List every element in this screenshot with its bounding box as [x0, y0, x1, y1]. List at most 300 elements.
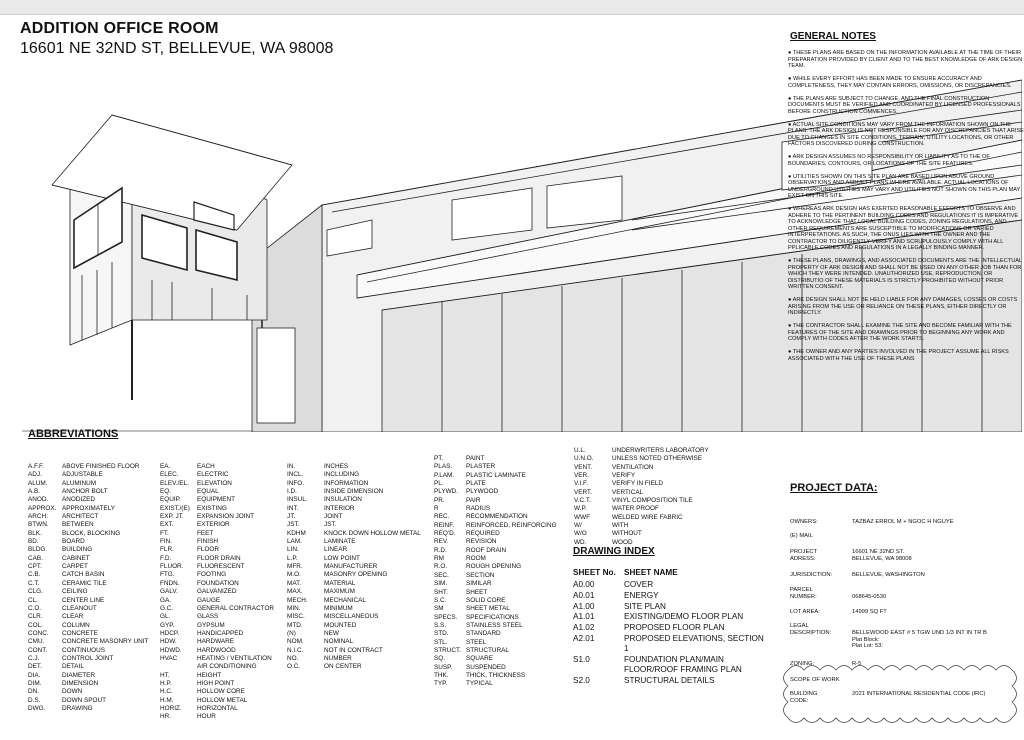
drawing-index-row [573, 623, 764, 633]
abbr-meaning: UNLESS NOTED OTHERWISE [612, 455, 703, 463]
abbr-key: CONT. [28, 646, 48, 654]
abbr-meaning: SHEET [466, 588, 488, 596]
abbr-row [434, 647, 557, 655]
abbr-key: HT. [160, 671, 170, 679]
abbreviations-title: ABBREVIATIONS [28, 428, 119, 440]
abbr-row [434, 664, 557, 672]
abbr-meaning: CERAMIC TILE [62, 579, 107, 587]
abbr-row [160, 597, 274, 605]
abbr-row [287, 513, 421, 521]
general-note-text: THESE PLANS, DRAWINGS, AND ASSOCIATED DOCUMENTS ARE THE INTELLECTUAL PROPERTY OF ARK DESIGN AND SHALL NOT BE USED ON ANY OTHER JOB THAN FOR WHICH THEY WERE INTENDED. UNAUTHORIZED USE, REPRODUCTION, OR DISTRIBUTIO OF THESE MATERIALS IS STRICTLY PROHIBITED WITHOUT PRIOR WRITTEN CONSENT. [788, 258, 1022, 290]
abbr-row [28, 688, 148, 696]
abbr-meaning: INSULATION [324, 496, 362, 504]
abbr-meaning: NEW [324, 629, 339, 637]
abbr-key: TYP. [434, 680, 448, 688]
abbr-key: HVAC [160, 654, 178, 662]
abbr-meaning: HEATING / VENTILATION [197, 654, 272, 662]
abbr-meaning: PLYWOOD [466, 488, 499, 496]
abbr-row [28, 597, 148, 605]
abbr-meaning: WITHOUT [612, 530, 642, 538]
general-note [788, 297, 1024, 317]
bullet-icon: ● [788, 50, 793, 56]
abbr-meaning: EXTERIOR [197, 521, 230, 529]
abbr-meaning: VENTILATION [612, 463, 654, 471]
abbr-meaning: HANDICAPPED [197, 629, 244, 637]
abbr-row [28, 571, 148, 579]
abbr-meaning: SIMILAR [466, 580, 492, 588]
abbr-key: SIM. [434, 580, 448, 588]
abbr-key: REINF. [434, 521, 455, 529]
abbr-key: ANOD. [28, 496, 49, 504]
scope-row [790, 677, 852, 684]
general-note [788, 258, 1024, 291]
drawing-index-title: DRAWING INDEX [573, 546, 655, 557]
project-title: ADDITION OFFICE ROOM [20, 20, 219, 37]
bullet-icon: ● [788, 95, 793, 102]
abbr-key: S.S. [434, 621, 447, 629]
legal-label-1: LEGAL [790, 623, 809, 629]
abbr-meaning: WATER PROOF [612, 505, 659, 513]
drawing-index-row [573, 655, 764, 676]
abbr-key: ADJ. [28, 471, 42, 479]
abbr-key: WWF [574, 513, 590, 521]
abbr-meaning: ABOVE FINISHED FLOOR [62, 463, 140, 470]
abbr-key: INSUL. [287, 496, 308, 504]
abbr-meaning: REINFORCED, REINFORCING [466, 521, 557, 529]
drawing-index-row [573, 612, 764, 622]
abbr-row [28, 605, 148, 613]
abbr-meaning: INSIDE DIMENSION [324, 488, 384, 496]
abbr-key: NOM. [287, 638, 304, 646]
abbr-key: STL. [434, 638, 448, 646]
abbr-key: EA. [160, 463, 171, 470]
abbr-meaning: MAXIMUM [324, 588, 355, 596]
abbr-key [160, 663, 197, 671]
abbr-row [574, 455, 709, 463]
abbr-row [160, 680, 274, 688]
general-note [788, 349, 1024, 362]
abbr-meaning: LAMINATE [324, 538, 356, 546]
abbr-key: W.P. [574, 505, 587, 513]
abbr-key: (N) [287, 629, 296, 637]
jurisdiction-row [790, 572, 925, 579]
abbr-key: C.T. [28, 579, 40, 587]
abbr-row [574, 505, 709, 513]
abbr-meaning: TYPICAL [466, 680, 493, 688]
abbr-key: SHT. [434, 588, 448, 596]
abbr-row [160, 647, 274, 655]
abbr-row [574, 447, 709, 455]
building-code-row [790, 691, 985, 705]
abbr-row [160, 546, 274, 554]
address-label-1: PROJECT [790, 549, 818, 555]
abbr-key: DN. [28, 688, 40, 696]
abbr-key: SEC. [434, 571, 449, 579]
bullet-icon: ● [788, 258, 793, 264]
abbr-key: VER. [574, 472, 589, 480]
parcel-row [790, 587, 886, 601]
abbr-meaning: VERIFY [612, 472, 636, 480]
general-note [788, 122, 1024, 148]
abbr-row [28, 663, 148, 671]
abbr-key: GALV. [160, 588, 178, 596]
abbr-row [160, 580, 274, 588]
abbr-row [434, 497, 557, 505]
abbr-key: MISC. [287, 613, 305, 621]
abbr-meaning: NUMBER [324, 654, 352, 662]
general-note-text: ARK DESIGN ASSUMES NO RESPONSIBILITY OR LIABILITY AS TO THE OF BOUNDARIES, CONTOURS, OR LOCATIONS OF THE SITE FEATURES. [788, 154, 990, 167]
abbr-row [434, 580, 557, 588]
abbr-meaning: ANCHOR BOLT [62, 488, 108, 496]
abbr-meaning: NOT IN CONTRACT [324, 646, 383, 654]
abbr-row [434, 538, 557, 546]
abbr-key: EQUIP. [160, 496, 181, 504]
abbr-key: CLR. [28, 613, 43, 621]
abbr-row [434, 463, 557, 471]
abbr-row [287, 597, 421, 605]
abbr-key: HDW. [160, 638, 177, 646]
abbr-row [160, 622, 274, 630]
abbr-key: H.P. [160, 679, 172, 687]
abbr-meaning: CONCRETE MASONRY UNIT [62, 638, 149, 646]
abbr-row [28, 630, 148, 638]
abbr-key: GA. [160, 596, 172, 604]
jurisdiction-label: JURISDICTION: [790, 572, 833, 578]
abbr-key: MFR. [287, 563, 303, 571]
owners-value: TAZBAZ ERROL M + NGOC H NGUYE [852, 519, 954, 525]
abbr-meaning: STRUCTURAL [466, 646, 509, 654]
abbr-row [434, 547, 557, 555]
abbr-key: PT. [434, 455, 444, 462]
abbr-row [287, 521, 421, 529]
abbr-meaning: SOLID CORE [466, 596, 506, 604]
general-note-text: THE PLANS ARE SUBJECT TO CHANGE, AND THE FINAL CONSTRUCTION DOCUMENTS MUST BE VERIFIED AND COORDINATED BY LICENSED PROFESSIONALS BEFORE CONSTRUCTION COMMENCES. [788, 95, 1021, 115]
abbr-meaning: RADIUS [466, 505, 491, 513]
address-line-2: BELLEVUE, WA 98008 [852, 555, 912, 562]
abbr-key: WD. [574, 538, 587, 546]
abbr-key: M.O. [287, 571, 301, 579]
abbr-key: FTG. [160, 571, 175, 579]
legal-label-2: DESCRIPTION: [790, 629, 832, 636]
abbr-key: GL. [160, 613, 171, 621]
abbr-row [574, 464, 709, 472]
abbr-row [287, 496, 421, 504]
abbr-key: REC. [434, 513, 450, 521]
abbr-meaning: DETAIL [62, 663, 84, 671]
abbr-row [160, 555, 274, 563]
abbr-key: LIN. [287, 546, 299, 554]
abbr-row [28, 680, 148, 688]
abbr-row [28, 521, 148, 529]
abbr-key: FT. [160, 529, 169, 537]
abbr-meaning: SECTION [466, 571, 495, 579]
abbr-row [28, 496, 148, 504]
abbr-key: ELEC. [160, 471, 179, 479]
abbr-row [574, 489, 709, 497]
abbr-meaning: ROUGH OPENING [466, 563, 522, 571]
abbr-row [28, 697, 148, 705]
general-note [788, 96, 1024, 116]
sheet-number: A1.02 [573, 623, 595, 633]
owners-label: OWNERS: [790, 519, 818, 525]
abbr-key: SM [434, 605, 444, 613]
abbr-meaning: FEET [197, 529, 214, 537]
general-notes-title: GENERAL NOTES [790, 31, 876, 42]
abbr-row [287, 605, 421, 613]
abbr-key: I.D. [287, 488, 297, 496]
abbr-meaning: HIGH POINT [197, 679, 235, 687]
abbr-row [434, 505, 557, 513]
abbr-meaning: MANUFACTURER [324, 563, 378, 571]
abbr-row [160, 588, 274, 596]
abbr-key: KDHM [287, 529, 306, 537]
abbr-row [574, 472, 709, 480]
sheet-number: A0.01 [573, 590, 595, 600]
abbr-meaning: STANDARD [466, 630, 501, 638]
abbr-key: HORIZ. [160, 704, 182, 712]
abbr-meaning: THICK, THICKNESS [466, 671, 526, 679]
abbr-meaning: ROOM [466, 555, 486, 563]
abbr-row [28, 588, 148, 596]
general-note-text: WHEREAS ARK DESIGN HAS EXERTED REASONABLE EFFORTS TO OBSERVE AND ADHERE TO THE PERTINENT BUILDING CODES AND REGULATIONS IT IS IMPERATIVE TO ACKNOWLEDGE THAT LOCAL BUILDING CODES, ZONING REGULATIONS, AND OTHER REQUIREMENTS ARE SUSCEPTIBLE TO MODIFICATIONS OR VARIED INTERPRETATIONS. AS SUCH, THE ONUS LIES WITH THE OWNER AND THE CONTRACTOR TO DILIGENTLY VERIFY AND SCRUPULOUSLY COMPLY WITH ALL PPLICABLE CODES AND REGULATIONS IN A LEGALLY BINDING MANNER. [788, 206, 1019, 251]
abbr-key: INT. [287, 504, 299, 512]
abbr-key: INCL. [287, 471, 304, 479]
abbr-meaning: GAUGE [197, 596, 221, 604]
abbr-key: SPECS. [434, 613, 458, 621]
abbr-key: EXT. [160, 521, 174, 529]
abbr-meaning: MASONRY OPENING [324, 571, 388, 579]
abbr-row [434, 622, 557, 630]
abbr-meaning: ADJUSTABLE [62, 471, 103, 479]
abbr-meaning: CLEANOUT [62, 604, 97, 612]
abbr-meaning: VINYL COMPOSITION TILE [612, 497, 693, 505]
abbr-key: VENT. [574, 463, 593, 471]
abbr-key: INFO. [287, 479, 305, 487]
abbr-meaning: GYPSUM [197, 621, 225, 629]
zoning-label: ZONING: [790, 661, 815, 667]
general-note-text: ACTUAL SITE CONDITIONS MAY VARY FROM THE INFORMATION SHOWN ON THE PLANS. THE ARK DESIGN IS NOT RESPONSIBLE FOR ANY DISCREPANCIES THAT ARISE DUE TO CHANGES IN SITE CONDITIONS, TERRAIN, UTILITY LOCATIONS, OR OTHER FACTORS DISCOVERED DURING CONSTRUCTION. [788, 121, 1024, 147]
abbr-row [287, 638, 421, 646]
abbr-meaning: COLUMN [62, 621, 90, 629]
abbr-column-3 [287, 463, 421, 672]
abbr-meaning: GENERAL CONTRACTOR [197, 604, 275, 612]
abbr-meaning: SUSPENDED [466, 663, 506, 671]
abbr-row [160, 563, 274, 571]
abbr-row [160, 488, 274, 496]
abbr-key: FNDN. [160, 579, 180, 587]
abbr-row [28, 538, 148, 546]
abbr-key: CMU. [28, 638, 45, 646]
abbr-meaning: CENTER LINE [62, 596, 105, 604]
drawing-index-list [573, 580, 764, 687]
abbr-row [287, 622, 421, 630]
abbr-key: IN. [287, 463, 296, 470]
abbr-meaning: WELDED WIRE FABRIC [612, 513, 683, 521]
abbr-row [160, 655, 274, 663]
bullet-icon: ● [788, 76, 793, 82]
abbr-row [287, 471, 421, 479]
sheet-name: SITE PLAN [624, 601, 666, 611]
abbr-key: THK. [434, 671, 449, 679]
abbr-meaning: SPECIFICATIONS [466, 613, 519, 621]
general-note-text: THE CONTRACTOR SHALL EXAMINE THE SITE AND BECOME FAMILIAR WITH THE FEATURES OF THE SITE AND DRAWINGS PRIOR TO BEGINNING ANY WORK AND COMPLY WITH CODES AFTER THE WORK STARTS. [788, 323, 1012, 342]
abbr-key: BTWN. [28, 521, 49, 529]
abbr-meaning: EQUIPMENT [197, 496, 235, 504]
general-note [788, 76, 1024, 89]
abbr-meaning: STEEL [466, 638, 487, 646]
abbr-key: MTD. [287, 621, 303, 629]
col-sheet-name: SHEET NAME [624, 568, 678, 577]
abbr-row [28, 705, 148, 713]
sheet-number: A1.01 [573, 612, 595, 622]
abbr-row [160, 688, 274, 696]
abbr-meaning: LOW POINT [324, 554, 360, 562]
abbr-meaning: BLOCK, BLOCKING [62, 529, 121, 537]
abbr-key: SUSP. [434, 663, 453, 671]
abbr-row [434, 480, 557, 488]
abbr-row [28, 563, 148, 571]
abbr-meaning: CATCH BASIN [62, 571, 105, 579]
abbr-meaning: UNDERWRITERS LABORATORY [612, 447, 709, 454]
general-notes-list [788, 50, 1024, 369]
abbr-row [160, 605, 274, 613]
abbr-row [287, 505, 421, 513]
abbr-key: FLR. [160, 546, 174, 554]
abbr-meaning: INTERIOR [324, 504, 355, 512]
abbr-key: PR. [434, 496, 445, 504]
email-label: (E) MAIL [790, 533, 813, 539]
abbr-row [28, 613, 148, 621]
sheet-name: STRUCTURAL DETAILS [624, 676, 715, 686]
abbr-key: HR. [160, 713, 172, 721]
abbr-meaning: ELEVATION [197, 479, 232, 487]
abbr-meaning: DOWN [62, 688, 83, 696]
abbr-row [434, 589, 557, 597]
abbr-row [434, 597, 557, 605]
abbr-key: G.C. [160, 604, 174, 612]
abbr-row [434, 455, 557, 463]
abbr-row [160, 538, 274, 546]
abbr-key: FIN. [160, 538, 173, 546]
abbr-row [160, 521, 274, 529]
abbr-row [287, 663, 421, 671]
abbr-key: W/ [574, 522, 582, 530]
sheet-name: PROPOSED ELEVATIONS, SECTION 1 [624, 633, 764, 654]
code-label-2: CODE: [790, 697, 809, 704]
abbr-key: MIN. [287, 604, 301, 612]
abbr-meaning: GALVANIZED [197, 588, 237, 596]
abbr-key: EXIST./(E) [160, 504, 190, 512]
abbr-key: C.O. [28, 604, 42, 612]
abbr-row [434, 555, 557, 563]
abbr-key: CAB. [28, 554, 43, 562]
abbr-key: LAM. [287, 538, 302, 546]
legal-line-1: BELLEWOOD EAST # 5 TGW UND 1/3 INT IN TR B [852, 629, 987, 636]
abbr-key: H.C. [160, 688, 173, 696]
abbr-row [434, 488, 557, 496]
abbr-row [160, 630, 274, 638]
abbr-key: U.N.O. [574, 455, 594, 463]
abbr-row [28, 488, 148, 496]
abbr-key: EXP. JT. [160, 513, 184, 521]
lot-row [790, 609, 887, 616]
abbr-key: MECH. [287, 596, 308, 604]
abbr-row [434, 605, 557, 613]
abbr-row [434, 522, 557, 530]
address-line-1: 16601 NE 32ND ST. [852, 549, 905, 555]
abbr-meaning: MATERIAL [324, 579, 356, 587]
abbr-row [160, 505, 274, 513]
scope-label: SCOPE OF WORK [790, 677, 840, 683]
abbr-meaning: APPROXIMATELY [62, 504, 116, 512]
abbr-row [287, 588, 421, 596]
abbr-meaning: ARCHITECT [62, 513, 99, 521]
abbr-key: ARCH. [28, 513, 48, 521]
abbr-meaning: LINEAR [324, 546, 348, 554]
abbr-row [28, 480, 148, 488]
abbr-row [287, 630, 421, 638]
general-note [788, 50, 1024, 70]
abbr-row [574, 480, 709, 488]
sheet-name: EXISTING/DEMO FLOOR PLAN [624, 612, 744, 622]
abbr-key: EQ. [160, 488, 172, 496]
abbr-row [160, 705, 274, 713]
abbr-key: JT. [287, 513, 296, 521]
abbr-meaning: BOARD [62, 538, 85, 546]
abbr-key: DIM. [28, 679, 42, 687]
abbr-key: CPT. [28, 563, 42, 571]
abbr-row [160, 638, 274, 646]
abbr-key: A.B. [28, 488, 41, 496]
abbr-meaning: CEILING [62, 588, 88, 596]
abbr-key: CONC. [28, 629, 49, 637]
abbr-key: COL. [28, 621, 43, 629]
bullet-icon: ● [788, 121, 793, 128]
abbr-row [160, 513, 274, 521]
project-data-title: PROJECT DATA: [790, 482, 878, 494]
lot-label: LOT AREA: [790, 609, 820, 615]
abbr-key: ELEV./EL. [160, 479, 189, 487]
abbr-meaning: INFORMATION [324, 479, 369, 487]
abbr-meaning: CONTROL JOINT [62, 654, 114, 662]
address-row [790, 549, 912, 563]
abbr-row [160, 571, 274, 579]
abbr-meaning: SQUARE [466, 655, 493, 663]
abbr-key: BLDG. [28, 546, 48, 554]
abbr-meaning: ANODIZED [62, 496, 96, 504]
abbr-key: HDWD. [160, 646, 182, 654]
abbr-meaning: MOUNTED [324, 621, 357, 629]
bullet-icon: ● [788, 173, 793, 180]
general-note [788, 206, 1024, 252]
abbr-meaning: FLUORESCENT [197, 563, 245, 571]
abbr-key: APPROX. [28, 504, 57, 512]
lot-value: 14999 SQ FT [852, 609, 887, 615]
abbr-meaning: JOINT [324, 513, 343, 521]
abbr-column-1 [28, 463, 148, 713]
abbr-key: STD. [434, 630, 449, 638]
abbr-meaning: INCHES [324, 463, 349, 470]
abbr-key: H.M. [160, 696, 174, 704]
abbr-key: PLYWD. [434, 488, 459, 496]
abbr-meaning: ALUMINUM [62, 479, 97, 487]
abbr-row [287, 480, 421, 488]
abbr-key: BD. [28, 538, 39, 546]
abbr-row [28, 471, 148, 479]
abbr-row [28, 622, 148, 630]
abbr-row [434, 639, 557, 647]
general-note-text: THESE PLANS ARE BASED ON THE INFORMATION AVAILABLE AT THE TIME OF THEIR PREPARATION PROVIDED BY CLIENT AND TO THE BEST KNOWLEDGE OF ARK DESIGN TEAM. [788, 50, 1023, 69]
